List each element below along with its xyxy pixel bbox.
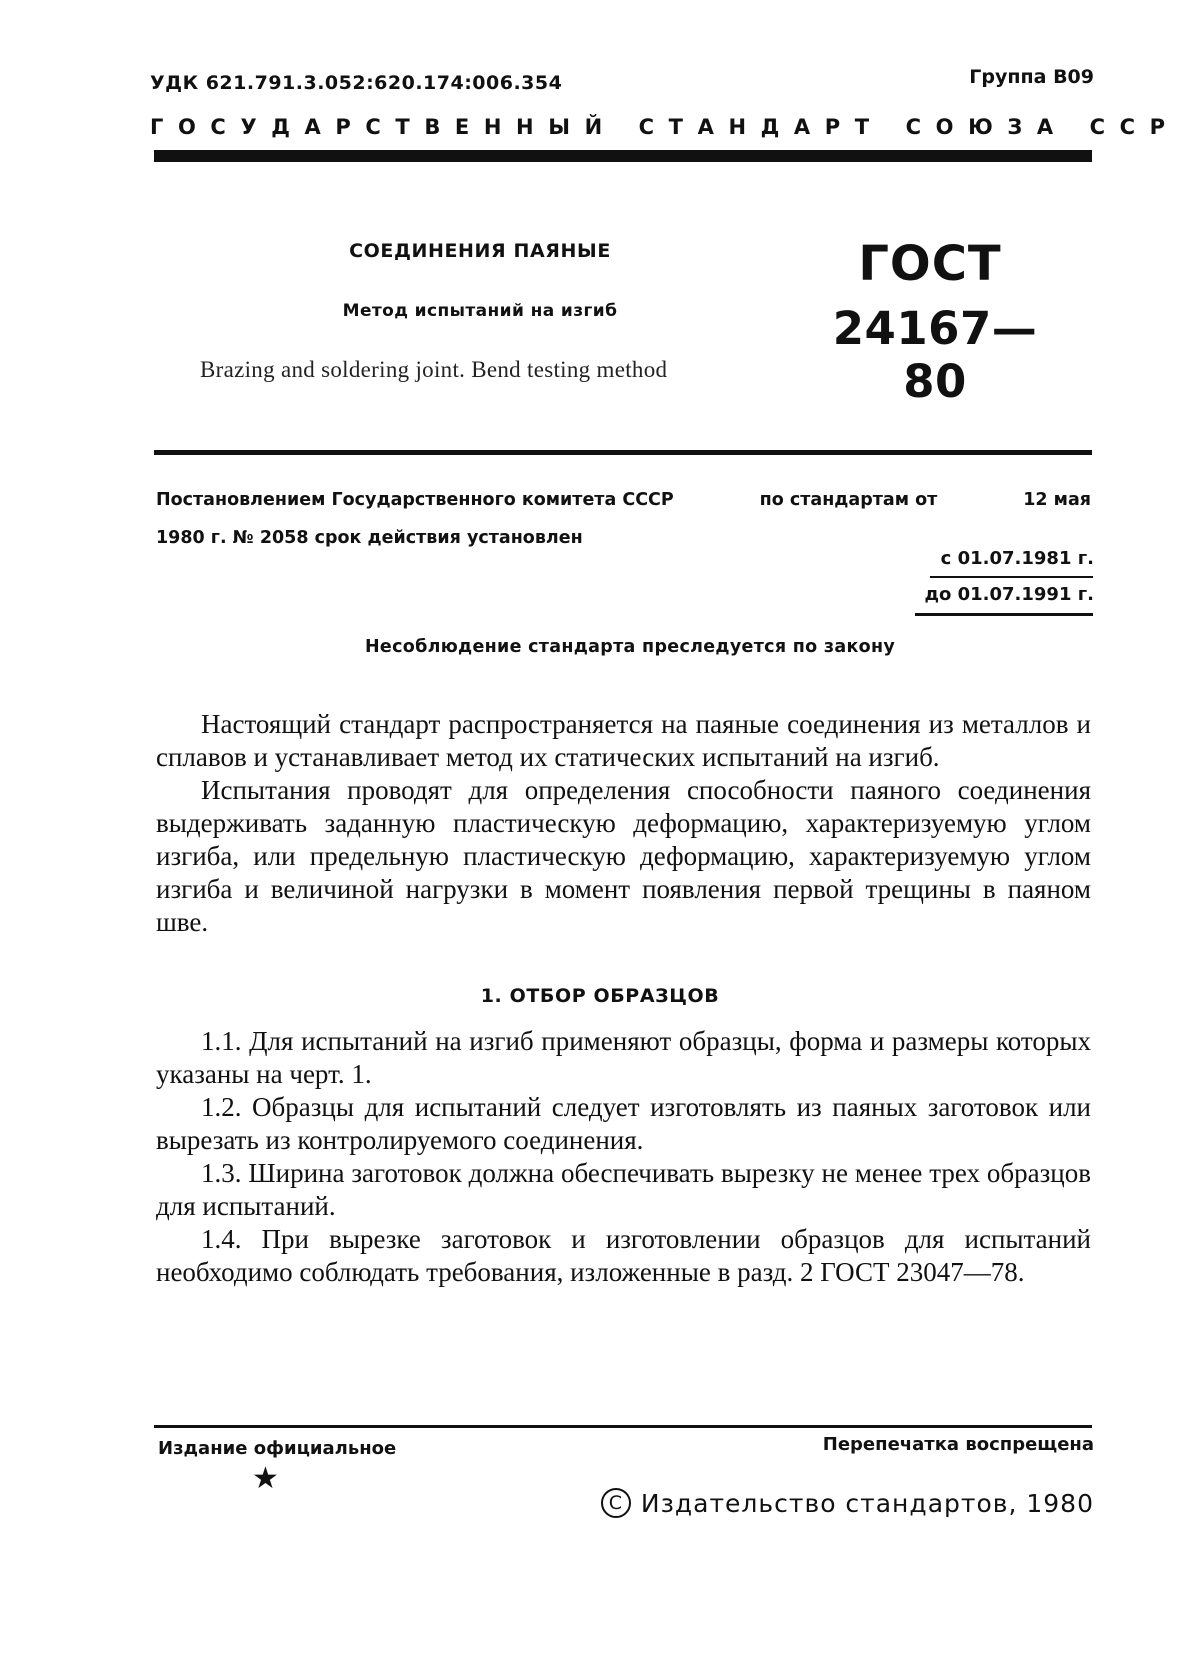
header-rule bbox=[154, 150, 1092, 162]
udk-code: УДК 621.791.3.052:620.174:006.354 bbox=[150, 72, 563, 94]
clause-1-1: 1.1. Для испытаний на изгиб применяют образцы, форма и размеры которых указаны на черт. 1. bbox=[156, 1026, 1091, 1089]
decree-committee: Постановлением Государственного комитета СССР bbox=[156, 490, 674, 510]
section-body bbox=[156, 1025, 1091, 1289]
clause-1-2: 1.2. Образцы для испытаний следует изготовлять из паяных заготовок или вырезать из контролируемого соединения. bbox=[156, 1092, 1091, 1155]
clause-1-3: 1.3. Ширина заготовок должна обеспечивать вырезку не менее трех образцов для испытаний. bbox=[156, 1158, 1091, 1221]
group-code: Группа В09 bbox=[969, 66, 1094, 88]
validity-rule-2 bbox=[915, 613, 1093, 616]
validity-from: с 01.07.1981 г. bbox=[940, 548, 1094, 569]
decree-line-2: 1980 г. № 2058 срок действия установлен bbox=[156, 528, 583, 548]
decree-by-standards: по стандартам от bbox=[759, 490, 938, 510]
reprint-notice: Перепечатка воспрещена bbox=[822, 1434, 1094, 1455]
gost-number: 24167—80 bbox=[832, 302, 1038, 408]
footer-rule bbox=[154, 1425, 1092, 1428]
title-rule bbox=[154, 450, 1092, 455]
publisher-line bbox=[601, 1488, 1094, 1518]
validity-rule-1 bbox=[930, 576, 1093, 578]
english-title: Brazing and soldering joint. Bend testing method bbox=[200, 357, 668, 382]
clause-1-4: 1.4. При вырезке заготовок и изготовлении образцов для испытаний необходимо соблюдать требования, изложенные в разд. 2 ГОСТ 23047—78. bbox=[156, 1224, 1091, 1287]
document-title: СОЕДИНЕНИЯ ПАЯНЫЕ bbox=[349, 240, 611, 262]
law-notice: Несоблюдение стандарта преследуется по закону bbox=[364, 637, 896, 657]
decree-line-1 bbox=[156, 490, 1091, 510]
intro-text bbox=[156, 708, 1091, 939]
section-heading: 1. ОТБОР ОБРАЗЦОВ bbox=[480, 985, 720, 1007]
intro-paragraph-scope: Настоящий стандарт распространяется на паяные соединения из металлов и сплавов и устанавливает метод их статических испытаний на изгиб. bbox=[156, 709, 1091, 772]
star-icon: ★ bbox=[252, 1461, 279, 1496]
gost-label: ГОСТ bbox=[858, 236, 1002, 292]
decree-date: 12 мая bbox=[1023, 490, 1091, 510]
standard-type-banner: ГОСУДАРСТВЕННЫЙ СТАНДАРТ СОЮЗА ССР bbox=[150, 115, 1180, 139]
copyright-icon: C bbox=[601, 1488, 631, 1518]
intro-paragraph-purpose: Испытания проводят для определения способности паяного соединения выдерживать заданную пластическую деформацию, характеризуемую углом изгиба, или предельную пластическую деформацию, характеризуемую углом изгиба и величиной нагрузки в момент появления первой трещины в паяном шве. bbox=[156, 775, 1091, 937]
validity-to: до 01.07.1991 г. bbox=[924, 584, 1094, 605]
publisher-name: Издательство стандартов, 1980 bbox=[640, 1488, 1094, 1518]
edition-label: Издание официальное bbox=[158, 1438, 397, 1459]
document-subtitle: Метод испытаний на изгиб bbox=[342, 301, 618, 321]
